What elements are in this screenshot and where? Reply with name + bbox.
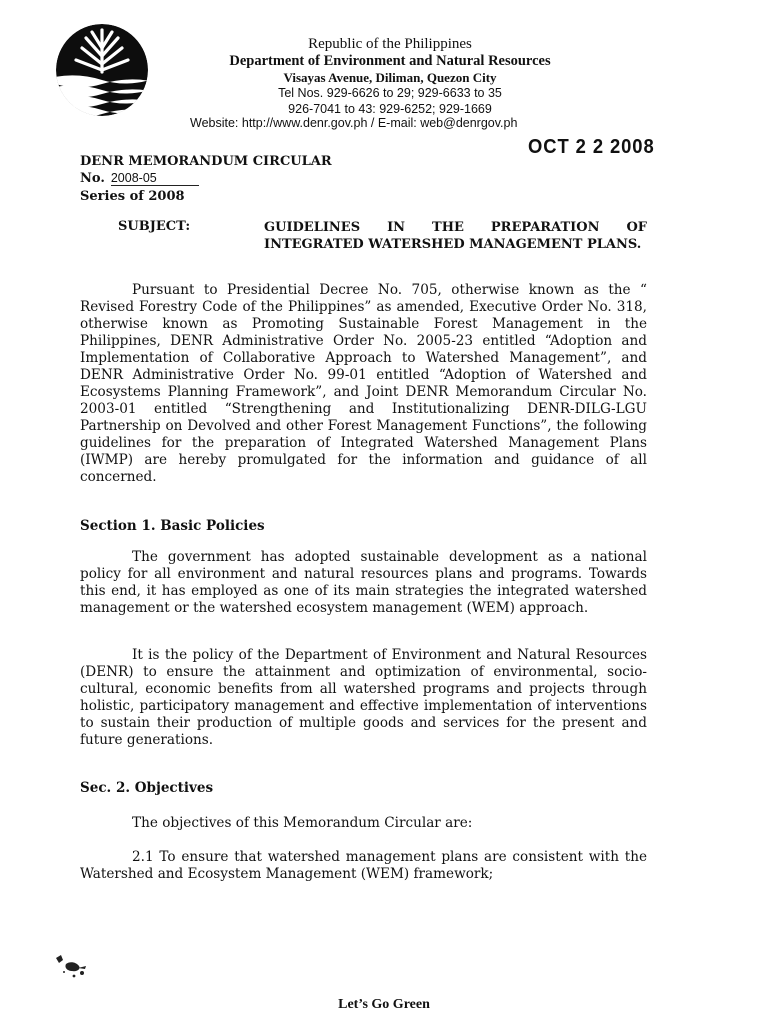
department-heading: Department of Environment and Natural Resources [229, 53, 551, 69]
footer-slogan: Let’s Go Green [338, 997, 430, 1012]
subject-text: GUIDELINES IN THE PREPARATION OF INTEGRATED WATERSHED MANAGEMENT PLANS. [264, 220, 647, 252]
address-line: Visayas Avenue, Diliman, Quezon City [283, 70, 497, 85]
objective-2-1: 2.1 To ensure that watershed management plans are consistent with the Watershed and Ecosystem Management (WEM) framework; [80, 849, 647, 882]
circular-title: DENR MEMORANDUM CIRCULAR [80, 154, 332, 169]
section-2-heading: Sec. 2. Objectives [80, 780, 214, 796]
section-1-heading: Section 1. Basic Policies [80, 518, 265, 534]
circular-number: 2008-05 [111, 172, 199, 186]
circular-number-label: No. [80, 171, 105, 186]
scan-smudge-icon [52, 952, 92, 984]
republic-heading: Republic of the Philippines [308, 36, 472, 52]
date-stamp: OCT 2 2 2008 [528, 136, 655, 158]
telephone-line-2: 926-7041 to 43: 929-6252; 929-1669 [288, 102, 492, 116]
website-email-line: Website: http://www.denr.gov.ph / E-mail: web@denrgov.ph [190, 116, 518, 130]
telephone-line-1: Tel Nos. 929-6626 to 29; 929-6633 to 35 [278, 86, 502, 100]
policy-paragraph-2: It is the policy of the Department of Environment and Natural Resources (DENR) to ensure the attainment and optimization of environmental, socio-cultural, economic benefits from all watershed programs and projects through holistic, participatory management and effective implementation of interventions to sustain their production of multiple goods and services for the present and future generations. [80, 647, 647, 748]
objectives-intro: The objectives of this Memorandum Circular are: [132, 815, 473, 831]
policy-paragraph-1: The government has adopted sustainable development as a national policy for all environment and natural resources plans and programs. Towards this end, it has employed as one of its main strategies the integrated watershed management or the watershed ecosystem management (WEM) approach. [80, 549, 647, 616]
intro-paragraph: Pursuant to Presidential Decree No. 705, otherwise known as the “ Revised Forestry Code of the Philippines” as amended, Executive Order No. 318, otherwise known as Promoting Sustainable Forest Management in the Philippines, DENR Administrative Order No. 2005-23 entitled “Adoption and Implementation of Collaborative Approach to Watershed Management”, and DENR Administrative Order No. 99-01 entitled “Adoption of Watershed and Ecosystems Planning Framework”, and Joint DENR Memorandum Circular No. 2003-01 entitled “Strengthening and Institutionalizing DENR-DILG-LGU Partnership on Devolved and other Forest Management Functions”, the following guidelines for the preparation of Integrated Watershed Management Plans (IWMP) are hereby promulgated for the information and guidance of all concerned. [80, 282, 647, 485]
circular-series: Series of 2008 [80, 189, 185, 204]
denr-seal-icon [50, 24, 156, 116]
circular-number-line [80, 171, 199, 186]
subject-label: SUBJECT: [118, 219, 191, 234]
